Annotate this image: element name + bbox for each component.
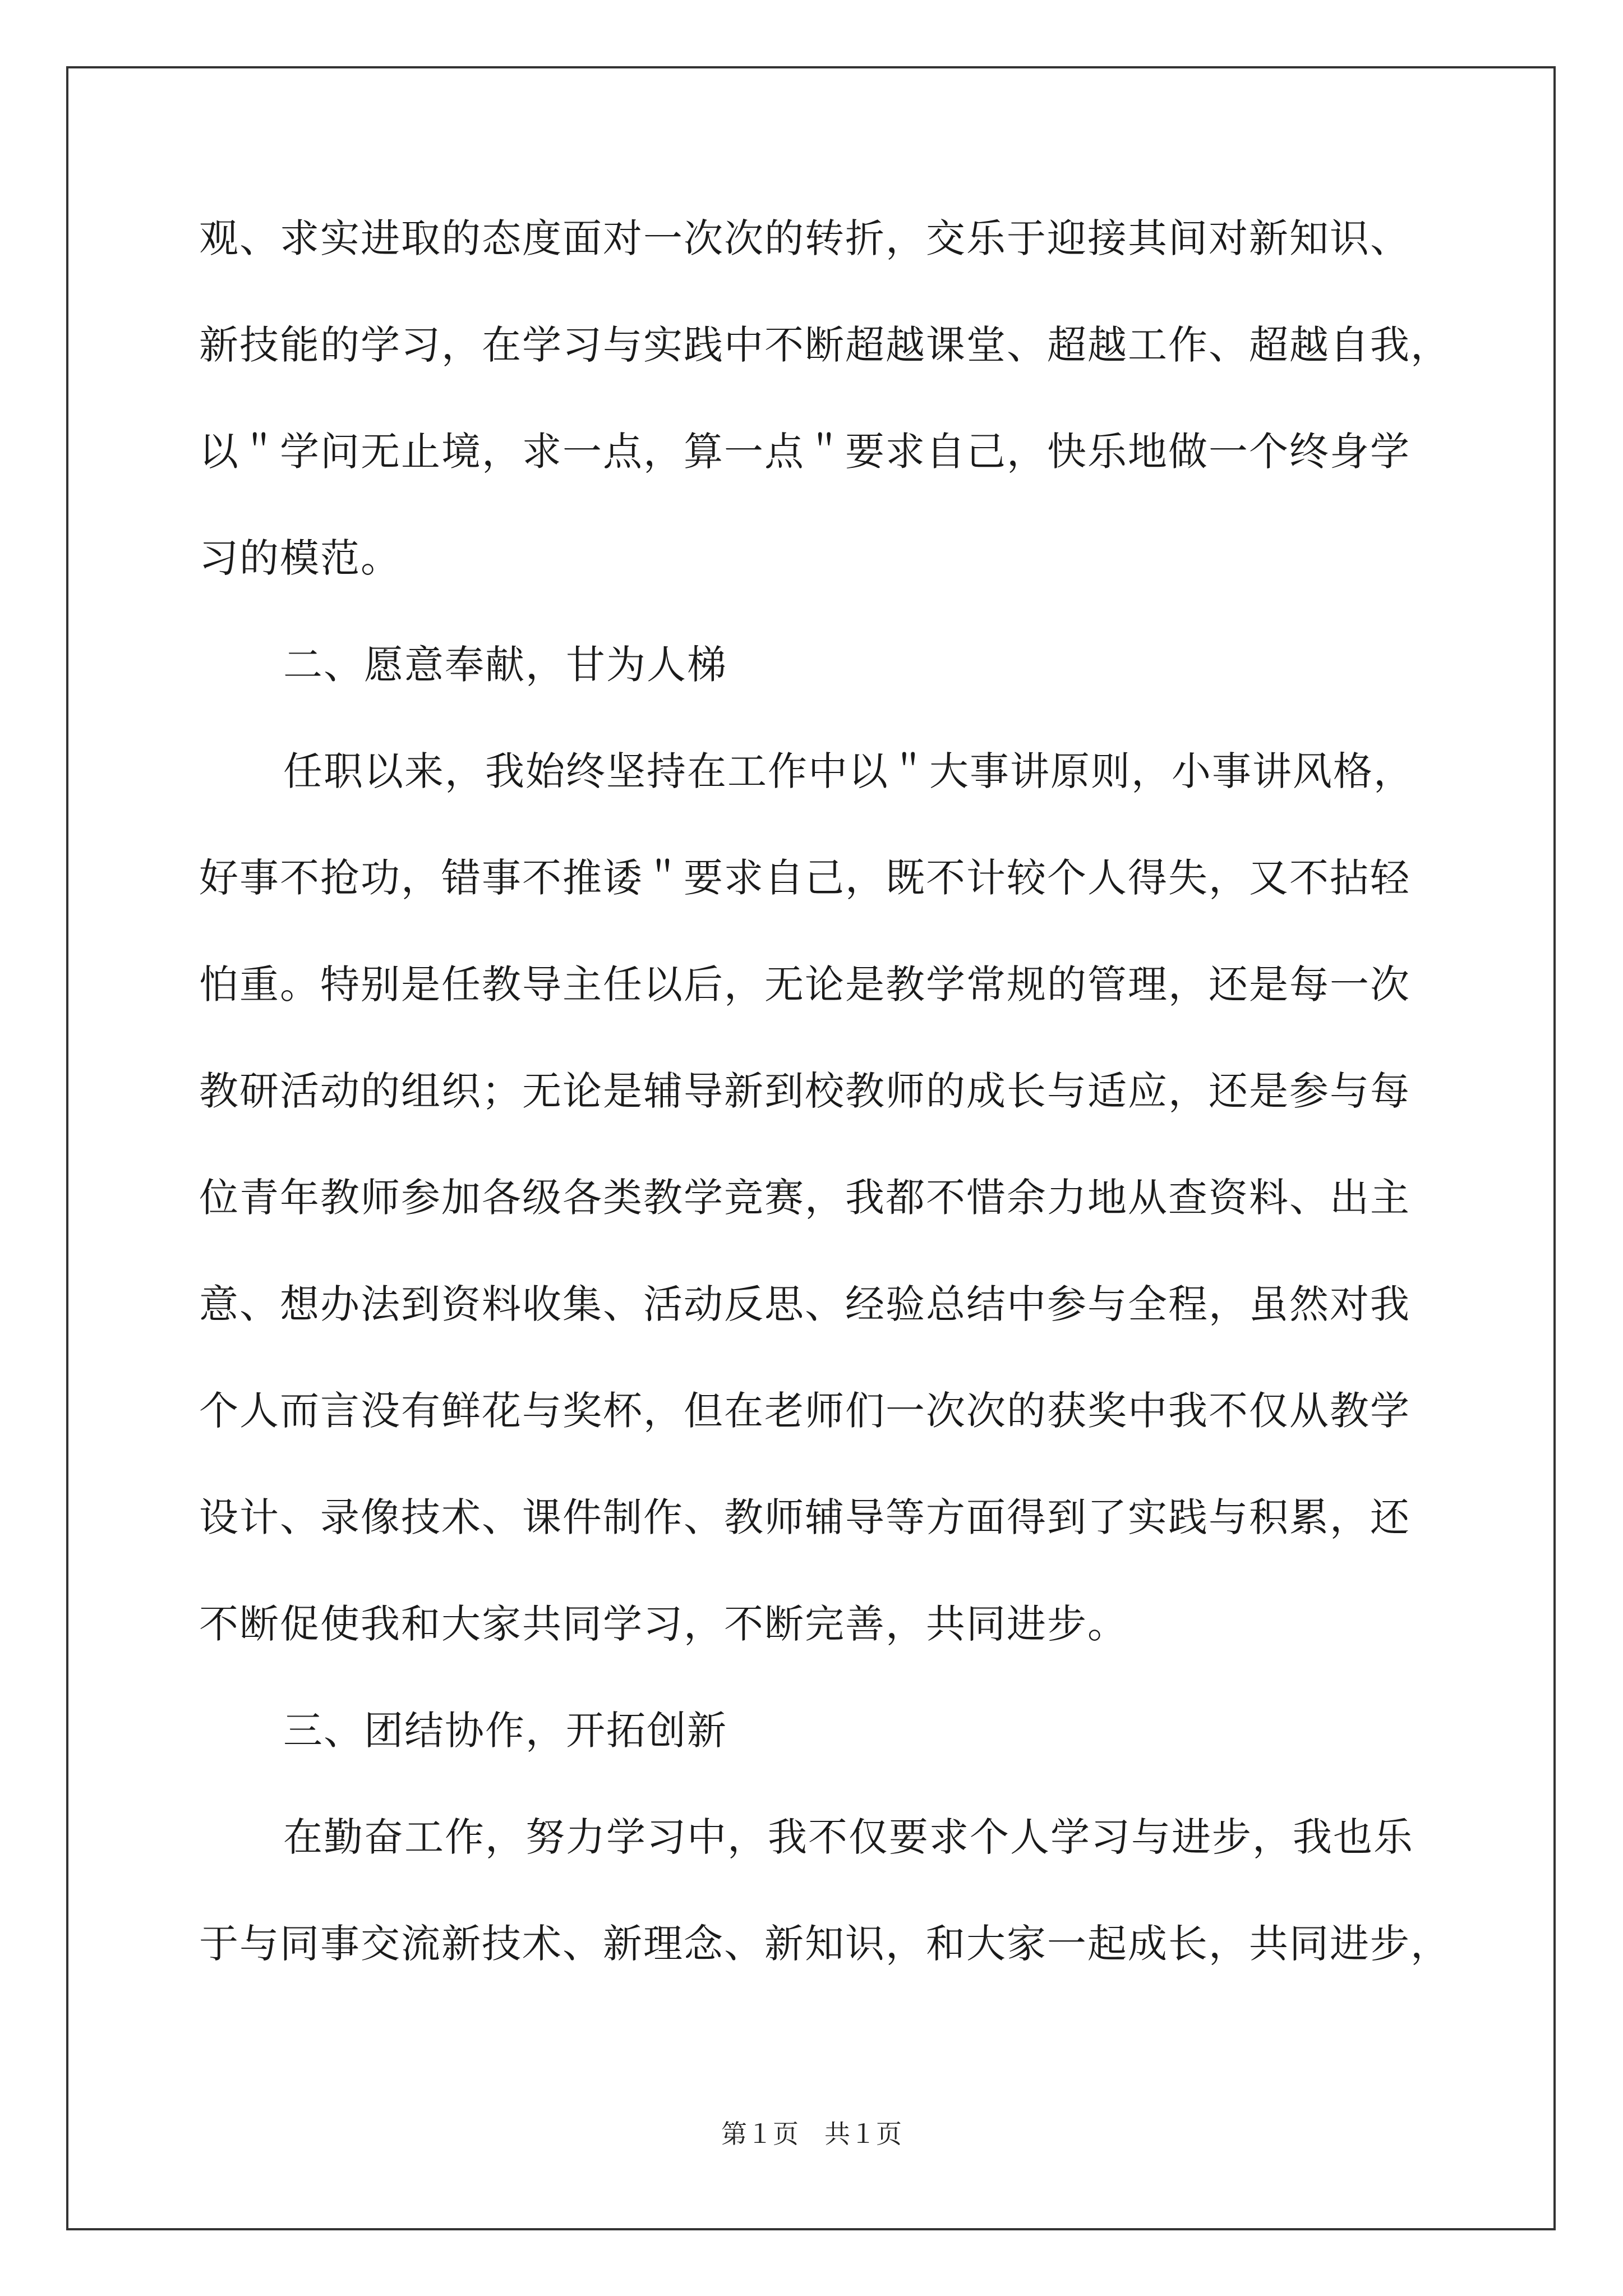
- text-line: 于与同事交流新技术、新理念、新知识，和大家一起成长，共同进步，: [199, 1921, 1451, 1967]
- text-line: 怕重。特别是任教导主任以后，无论是教学常规的管理，还是每一次: [199, 961, 1410, 1007]
- text-line: 个人而言没有鲜花与奖杯，但在老师们一次次的获奖中我不仅从教学: [199, 1388, 1410, 1434]
- text-line: 教研活动的组织；无论是辅导新到校教师的成长与适应，还是参与每: [199, 1068, 1410, 1114]
- text-line: 好事不抢功，错事不推诿＂要求自己，既不计较个人得失，又不拈轻: [199, 855, 1410, 901]
- text-line: 习的模范。: [199, 535, 401, 581]
- text-line: 在勤奋工作，努力学习中，我不仅要求个人学习与进步，我也乐: [283, 1814, 1414, 1860]
- text-line: 设计、录像技术、课件制作、教师辅导等方面得到了实践与积累，还: [199, 1494, 1410, 1540]
- text-line: 意、想办法到资料收集、活动反思、经验总结中参与全程，虽然对我: [199, 1281, 1410, 1327]
- text-line: 新技能的学习，在学习与实践中不断超越课堂、超越工作、超越自我，: [199, 322, 1451, 368]
- text-line: 不断促使我和大家共同学习，不断完善，共同进步。: [199, 1601, 1128, 1647]
- section-heading: 三、团结协作，开拓创新: [283, 1708, 727, 1754]
- document-body: [199, 185, 1451, 1997]
- text-line: 位青年教师参加各级各类教学竞赛，我都不惜余力地从查资料、出主: [199, 1175, 1410, 1221]
- text-line: 任职以来，我始终坚持在工作中以＂大事讲原则，小事讲风格，: [283, 748, 1414, 794]
- section-heading: 二、愿意奉献，甘为人梯: [283, 642, 727, 688]
- page-number-footer: 第１页 共１页: [721, 2119, 902, 2149]
- text-line: 以＂学问无止境，求一点，算一点＂要求自己，快乐地做一个终身学: [199, 429, 1410, 475]
- text-line: 观、求实进取的态度面对一次次的转折，交乐于迎接其间对新知识、: [199, 215, 1410, 261]
